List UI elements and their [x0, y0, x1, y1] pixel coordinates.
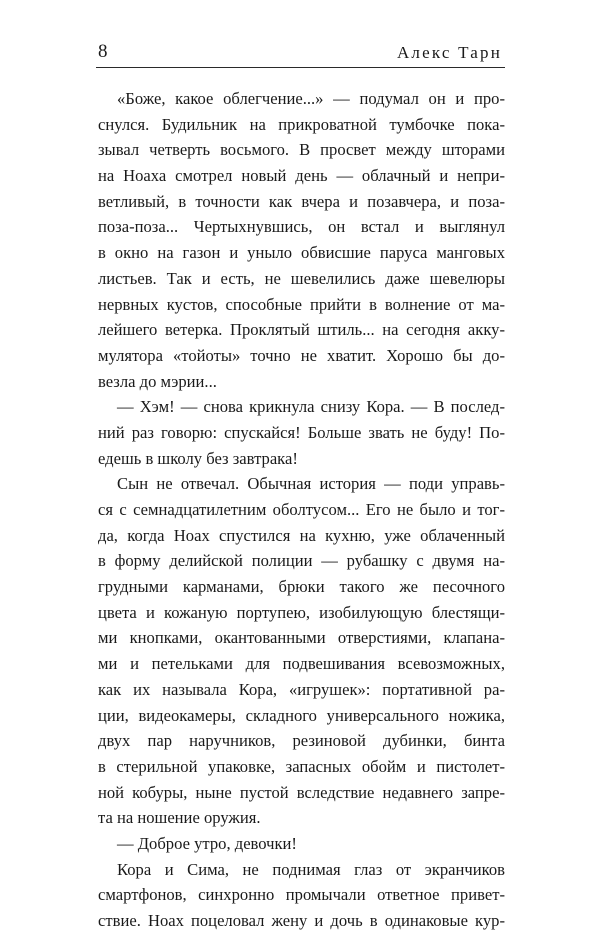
text-line: да, когда Ноах спустился на кухню, уже облаченный	[98, 525, 505, 545]
text-line: поза-поза... Чертыхнувшись, он встал и выглянул	[98, 217, 505, 237]
text-line: грудными карманами, брюки такого же песочного	[98, 577, 505, 597]
page-number: 8	[98, 41, 108, 62]
text-line: едешь в школу без завтрака!	[98, 448, 298, 468]
text-line: ствие. Ноах поцеловал жену и дочь в одинаковые кур-	[98, 911, 505, 930]
text-line: на Ноаха смотрел новый день — облачный и непри-	[98, 166, 505, 186]
text-line: «Боже, какое облегчение...» — подумал он и про-	[117, 89, 505, 108]
text-line: ми и петельками для подвешивания всевозможных,	[98, 654, 505, 674]
text-line: смартфонов, синхронно промычали ответное привет-	[98, 885, 505, 905]
text-line: ной кобуры, ныне пустой вследствие недавнего запре-	[98, 782, 505, 802]
text-line: как их называла Кора, «игрушек»: портативной ра-	[98, 679, 505, 699]
text-line: цвета и кожаную портупею, изобилующую блестящи-	[98, 602, 505, 622]
text-line: ции, видеокамеры, складного универсального ножика,	[98, 705, 505, 725]
text-line: везла до мэрии...	[98, 371, 217, 391]
header-rule	[96, 67, 505, 68]
running-head-author: Алекс Тарн	[396, 43, 502, 62]
text-line: та на ношение оружия.	[98, 808, 261, 828]
text-line: ний раз говорю: спускайся! Больше звать не буду! По-	[98, 422, 505, 442]
text-line: — Хэм! — снова крикнула снизу Кора. — В послед-	[117, 397, 505, 417]
text-line: Кора и Сима, не поднимая глаз от экранчиков	[117, 859, 505, 879]
running-head	[0, 0, 600, 70]
text-line: — Доброе утро, девочки!	[117, 833, 297, 853]
text-line: нервных кустов, способные прийти в волнение от ма-	[98, 294, 505, 314]
text-line: лейшего ветерка. Проклятый штиль... на сегодня акку-	[98, 320, 505, 340]
text-line: двух пар наручников, резиновой дубинки, бинта	[98, 731, 505, 751]
text-line: Сын не отвечал. Обычная история — поди управь-	[117, 474, 505, 494]
text-line: мулятора «тойоты» точно не хватит. Хорошо бы до-	[98, 345, 505, 365]
text-line: листьев. Так и есть, не шевелились даже шевелюры	[98, 268, 505, 288]
text-body	[98, 86, 505, 934]
text-line: зывал четверть восьмого. В просвет между шторами	[98, 140, 505, 160]
text-line: в окно на газон и уныло обвисшие паруса манговых	[98, 243, 505, 263]
text-line: в форму делийской полиции — рубашку с двумя на-	[98, 551, 505, 571]
text-line: ветливый, в точности как вчера и позавчера, и поза-	[98, 191, 505, 211]
text-line: в стерильной упаковке, запасных обойм и пистолет-	[98, 756, 505, 776]
text-line: снулся. Будильник на прикроватной тумбочке пока-	[98, 114, 505, 134]
text-line: ми кнопками, окантованными отверстиями, клапана-	[98, 628, 505, 648]
text-line: ся с семнадцатилетним оболтусом... Его не было и тог-	[98, 500, 505, 519]
